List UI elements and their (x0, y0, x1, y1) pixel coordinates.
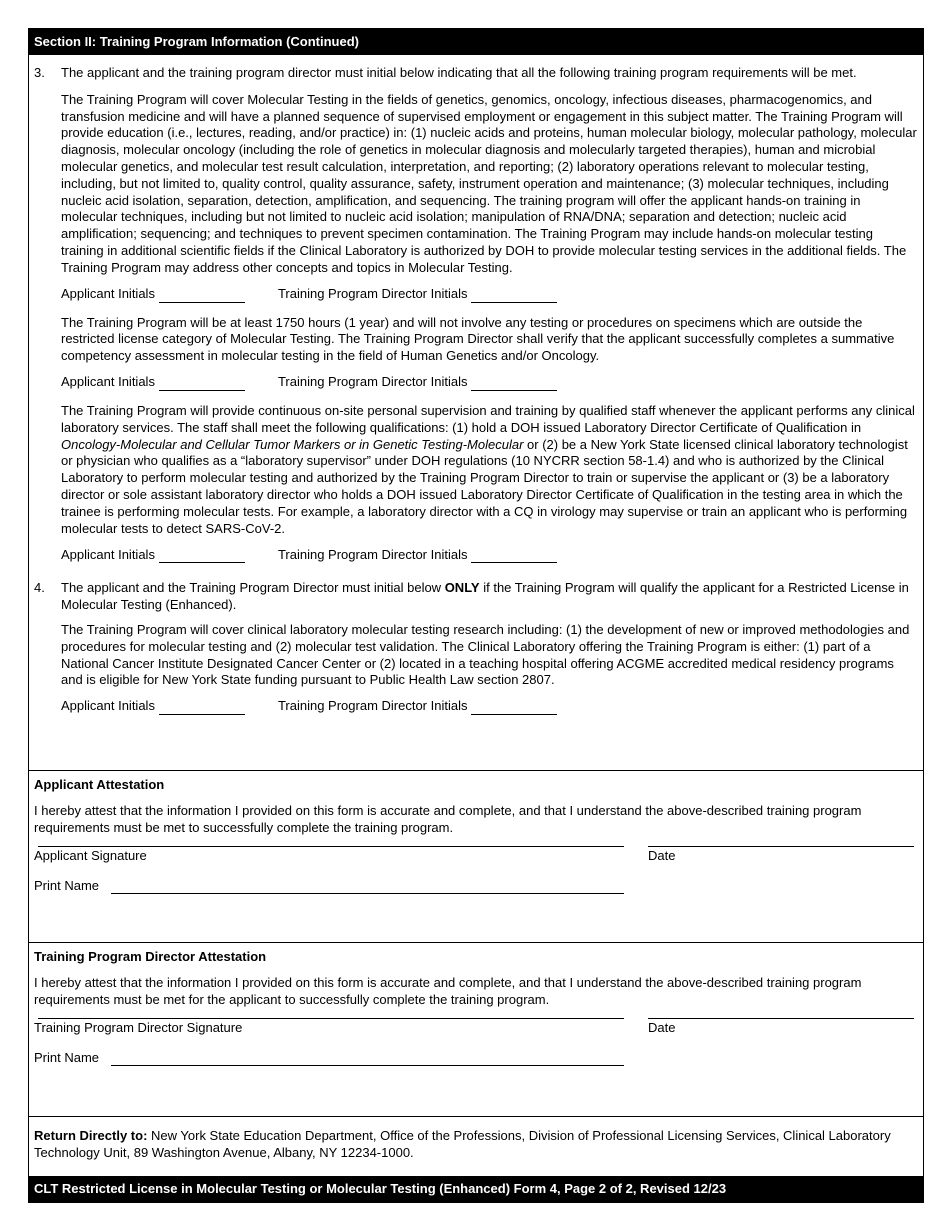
applicant-initials-label: Applicant Initials (61, 698, 155, 714)
director-initials-field-1[interactable] (471, 287, 557, 303)
director-signature-label: Training Program Director Signature (34, 1020, 243, 1036)
applicant-initials-label: Applicant Initials (61, 374, 155, 390)
item-3-paragraph-1: The Training Program will cover Molecular Testing in the fields of genetics, genomics, oncology, infectious diseases, pharmacogenomics, and transfusion medicine and will have a planned sequence of supervised employment or engagement in this subject matter. The Training Program will provide education (i.e., lectures, reading, and/or practice) in: (1) nucleic acids and proteins, human molecular biology, molecular pathology, molecular diagnosis, molecular oncology (including the role of genetics in molecular diagnosis and molecularly targeted therapies), human and microbial molecular genetics, and molecular test result calculation, interpretation, and reporting; (2) laboratory operations relevant to molecular testing, including, but not limited to, quality control, quality assurance, safety, instrument operation and maintenance; (3) molecular techniques, including nucleic acid isolation, separation, detection, amplification, and sequencing. The training program will offer the applicant hands-on training in molecular techniques, including but not limited to nucleic acid isolation; manipulation of RNA/DNA; separation and detection; nucleic acid amplification; sequencing; and techniques to prevent specimen contamination. The Training Program may include hands-on molecular testing training in additional scientific fields if the Clinical Laboratory is authorized by DOH to provide molecular testing services in the additional fields. The Training Program may address other concepts and topics in Molecular Testing. (61, 91, 917, 275)
director-initials-label: Training Program Director Initials (277, 374, 468, 390)
initials-row-4 (61, 693, 917, 715)
item-3-paragraph-3: The Training Program will provide continuous on-site personal supervision and training by qualified staff whenever the applicant performs any clinical laboratory services. The staff shall meet the following qualifications: (1) hold a DOH issued Laboratory Director Certificate of Qualification in Oncology-Molecular and Cellular Tumor Markers or in Genetic Testing-Molecular or (2) be a New York State licensed clinical laboratory technologist or physician who qualifies as a “laboratory supervisor” under DOH regulations (10 NYCRR section 58-1.4) and who is authorized by the Clinical Laboratory to perform molecular testing and authorized by the Training Program Director to train or supervise the applicant or (3) be a laboratory director or sole assistant laboratory director who holds a DOH issued Laboratory Director Certificate of Qualification in the testing area in which the trainee is performing molecular tests. For example, a laboratory director with a CQ in virology may supervise or train an applicant who is performing molecular tests to detect SARS-CoV-2. (61, 402, 915, 536)
director-initials-field-2[interactable] (471, 375, 557, 391)
item-4-intro: The applicant and the Training Program Director must initial below ONLY if the Training Program will qualify the applicant for a Restricted License in Molecular Testing (Enhanced). (61, 580, 909, 613)
item-4-number: 4. (34, 580, 45, 596)
form-page (28, 28, 924, 1203)
training-program-section (29, 55, 923, 771)
section-header: Section II: Training Program Information (Continued) (29, 29, 923, 55)
item-3-paragraph-2: The Training Program will be at least 1750 hours (1 year) and will not involve any testing or procedures on specimens which are outside the restricted license category of Molecular Testing. The Training Program Director shall verify that the applicant successfully completes a summative competency assessment in molecular testing in the field of Human Genetics and/or Oncology. (61, 314, 895, 364)
applicant-initials-field-2[interactable] (159, 375, 245, 391)
return-address-text: New York State Education Department, Office of the Professions, Division of Professional Licensing Services, Clinical Laboratory Technology Unit, 89 Washington Avenue, Albany, NY 12234-1000. (34, 1128, 891, 1160)
applicant-date-line[interactable] (648, 846, 914, 847)
initials-row-3 (61, 541, 917, 563)
initials-row-2 (61, 369, 917, 391)
director-date-line[interactable] (648, 1018, 914, 1019)
return-address (29, 1117, 923, 1162)
applicant-attestation-section (29, 771, 923, 943)
applicant-signature-label: Applicant Signature (34, 848, 147, 864)
director-initials-label: Training Program Director Initials (277, 546, 468, 562)
item-4 (34, 580, 917, 614)
director-date-label: Date (648, 1020, 676, 1036)
director-attestation-text: I hereby attest that the information I provided on this form is accurate and complete, and that I understand the above-described training program requirements must be met for the applicant to successfully complete the training program. (34, 974, 862, 1007)
applicant-attestation-heading: Applicant Attestation (34, 777, 165, 792)
item-3-intro: The applicant and the training program director must initial below indicating that all the following training program requirements will be met. (61, 65, 857, 80)
qualification-names: Oncology-Molecular and Cellular Tumor Markers or in Genetic Testing-Molecular (61, 436, 524, 452)
director-initials-label: Training Program Director Initials (277, 285, 468, 301)
initials-row-1 (61, 281, 917, 303)
item-4-paragraph-1: The Training Program will cover clinical laboratory molecular testing research including: (1) the development of new or improved methodologies and procedures for molecular testing and (2) molecular test validation. The Clinical Laboratory offering the Training Program is either: (1) part of a National Cancer Institute Designated Cancer Center or (2) located in a teaching hospital offering ACGME accredited medical residency programs and is eligible for New York State funding pursuant to Public Health Law section 2807. (61, 621, 910, 688)
director-print-name-label: Print Name (34, 1050, 100, 1066)
director-attestation-section (29, 943, 923, 1117)
item-3-number: 3. (34, 65, 45, 80)
applicant-print-name-line[interactable] (111, 878, 624, 894)
form-footer: CLT Restricted License in Molecular Testing or Molecular Testing (Enhanced) Form 4, Page 2 of 2, Revised 12/23 (29, 1176, 923, 1202)
director-print-name-line[interactable] (111, 1050, 624, 1066)
director-initials-label: Training Program Director Initials (277, 698, 468, 714)
director-attestation-heading: Training Program Director Attestation (34, 949, 267, 964)
applicant-print-name-label: Print Name (34, 878, 100, 894)
applicant-initials-label: Applicant Initials (61, 546, 155, 562)
item-3 (34, 65, 917, 82)
director-signature-line[interactable] (38, 1018, 624, 1019)
director-initials-field-4[interactable] (471, 699, 557, 715)
applicant-attestation-text: I hereby attest that the information I provided on this form is accurate and complete, and that I understand the above-described training program requirements must be met to successfully complete the training program. (34, 802, 862, 835)
applicant-initials-field-3[interactable] (159, 547, 245, 563)
applicant-initials-field-4[interactable] (159, 699, 245, 715)
applicant-initials-field-1[interactable] (159, 287, 245, 303)
director-initials-field-3[interactable] (471, 547, 557, 563)
applicant-date-label: Date (648, 848, 676, 864)
applicant-signature-line[interactable] (38, 846, 624, 847)
applicant-initials-label: Applicant Initials (61, 285, 155, 301)
return-label: Return Directly to: (34, 1128, 148, 1143)
